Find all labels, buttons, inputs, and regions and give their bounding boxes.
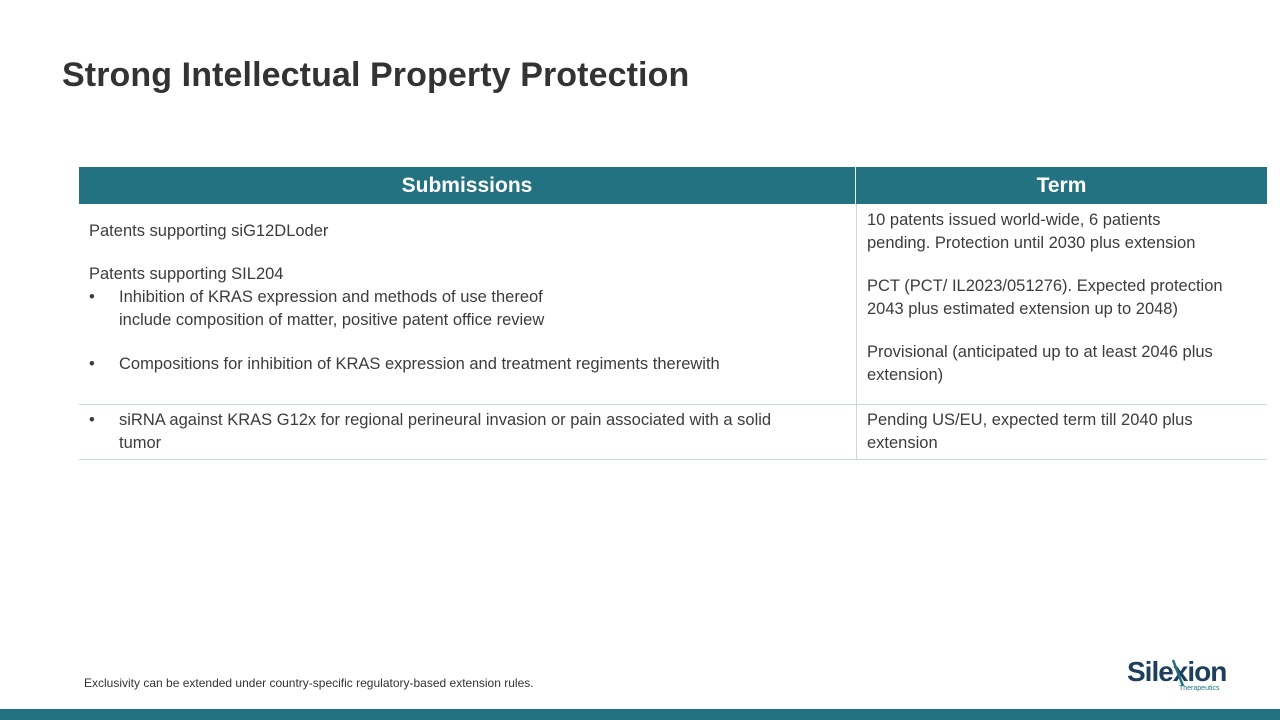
bottom-accent-bar — [0, 709, 1280, 720]
term-block-3 — [867, 341, 1257, 387]
ip-table — [79, 167, 1267, 460]
bullet1-line1: Inhibition of KRAS expression and methods of use thereof — [119, 288, 543, 306]
term-block-2 — [867, 275, 1257, 321]
table-row — [79, 405, 1267, 460]
term3-line1: Provisional (anticipated up to at least 2046 plus — [867, 343, 1213, 361]
bullet-symbol: • — [89, 288, 95, 306]
bullet-item — [89, 409, 846, 455]
header-submissions: Submissions — [79, 167, 856, 204]
term-cell — [856, 204, 1267, 404]
bullet-item — [89, 353, 846, 376]
header-term: Term — [1036, 173, 1087, 197]
bullet2-text: Compositions for inhibition of KRAS expression and treatment regiments therewith — [119, 355, 720, 373]
sirna-line2: tumor — [119, 434, 162, 452]
bullet1-line2: include composition of matter, positive patent office review — [119, 311, 545, 329]
sig12dloder-label: Patents supporting siG12DLoder — [89, 222, 329, 240]
row2-term-line2: extension — [867, 434, 938, 452]
term1-line1: 10 patents issued world-wide, 6 patients — [867, 211, 1161, 229]
term-cell — [856, 405, 1267, 459]
sirna-line1: siRNA against KRAS G12x for regional perineural invasion or pain associated with a solid — [119, 411, 772, 429]
submissions-cell — [79, 204, 856, 404]
term2-line1: PCT (PCT/ IL2023/051276). Expected protection — [867, 277, 1223, 295]
table-header-row — [79, 167, 1267, 204]
logo-subtitle: Therapeutics — [1179, 685, 1220, 692]
term2-line2: 2043 plus estimated extension up to 2048) — [867, 300, 1178, 318]
logo-swoosh-icon — [1171, 658, 1185, 688]
row2-term-line1: Pending US/EU, expected term till 2040 plus — [867, 411, 1193, 429]
bullet-symbol: • — [89, 411, 95, 429]
bullet-item — [89, 286, 846, 332]
table-row — [79, 204, 1267, 405]
footnote: Exclusivity can be extended under country-specific regulatory-based extension rules. — [84, 676, 534, 690]
sil204-label: Patents supporting SIL204 — [89, 265, 284, 283]
logo-wordmark: Silexion — [1127, 656, 1227, 687]
term3-line2: extension) — [867, 366, 944, 384]
term1-line2: pending. Protection until 2030 plus extension — [867, 234, 1196, 252]
slide-title: Strong Intellectual Property Protection — [62, 56, 690, 94]
submissions-cell — [79, 405, 856, 459]
bullet-symbol: • — [89, 355, 95, 373]
silexion-logo — [1127, 656, 1227, 694]
term-block-1 — [867, 209, 1257, 255]
